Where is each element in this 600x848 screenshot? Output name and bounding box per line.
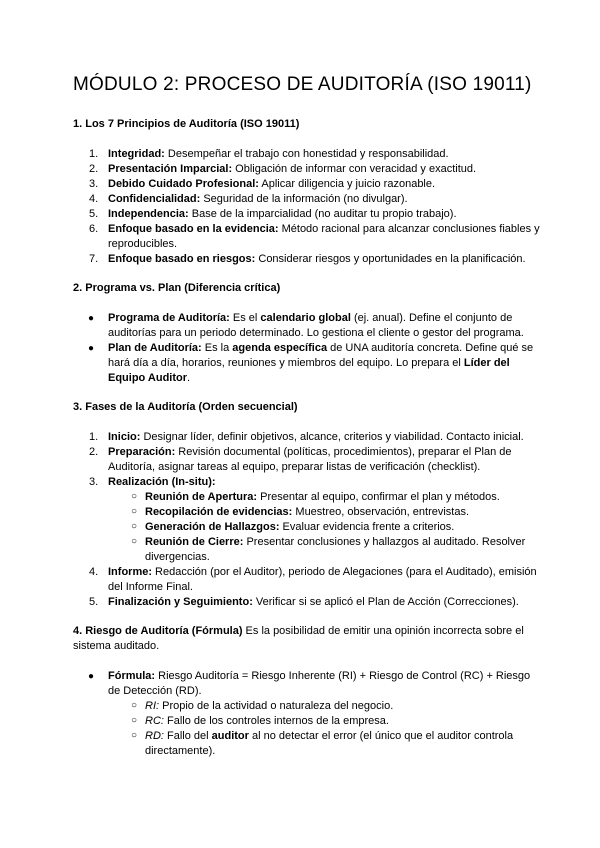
item-term: Enfoque basado en riesgos: (108, 253, 256, 265)
item-text: Fallo del (163, 730, 212, 742)
item-text: Método racional para alcanzar conclusiones fiables y reproducibles. (108, 223, 540, 250)
item-term: Integridad: (108, 148, 165, 160)
list-item (73, 252, 540, 267)
sublist-item (108, 520, 540, 535)
item-term: Preparación: (108, 446, 176, 458)
item-text: Es la (201, 342, 233, 354)
item-text: Es el (229, 312, 261, 324)
sublist (108, 699, 540, 759)
circle-bullet-icon: ○ (131, 715, 138, 726)
item-term: Independencia: (108, 208, 189, 220)
section-heading-phases: 3. Fases de la Auditoría (Orden secuencial) (73, 401, 298, 413)
item-emphasis: Líder del Equipo Auditor (108, 357, 510, 384)
sublist-item (108, 729, 540, 759)
list-item (73, 669, 540, 759)
item-text: Redacción (por el Auditor), periodo de Alegaciones (para el Auditado), emisión del Informe Final. (108, 566, 537, 593)
item-emphasis: agenda específica (232, 342, 328, 354)
item-text: Revisión documental (políticas, procedimientos), preparar el Plan de Auditoría, asignar tareas al equipo, preparar listas de verificación (checklist). (108, 446, 512, 473)
circle-bullet-icon: ○ (131, 491, 138, 502)
item-term: Generación de Hallazgos: (145, 521, 280, 533)
circle-bullet-icon: ○ (131, 521, 138, 532)
item-text: Desempeñar el trabajo con honestidad y responsabilidad. (164, 148, 449, 160)
sublist-item (108, 535, 540, 565)
list-number: 4. (89, 566, 99, 578)
item-text: Fallo de los controles internos de la empresa. (163, 715, 389, 727)
list-item (73, 192, 540, 207)
principles-list (73, 147, 540, 267)
bullet-icon: ● (88, 313, 95, 324)
sublist-item (108, 699, 540, 714)
item-text: Considerar riesgos y oportunidades en la planificación. (255, 253, 526, 265)
list-number: 1. (89, 148, 99, 160)
item-term: Finalización y Seguimiento: (108, 596, 253, 608)
sublist-item (108, 714, 540, 729)
list-number: 3. (89, 476, 99, 488)
item-text: Obligación de informar con veracidad y exactitud. (232, 163, 477, 175)
item-text: al no detectar el error (el único que el auditor controla directamente). (145, 730, 514, 757)
item-term: Debido Cuidado Profesional: (108, 178, 259, 190)
phases-list (73, 430, 540, 610)
list-number: 2. (89, 163, 99, 175)
circle-bullet-icon: ○ (131, 730, 138, 741)
list-number: 5. (89, 596, 99, 608)
item-term: Fórmula: (108, 670, 156, 682)
section-heading-program-vs-plan: 2. Programa vs. Plan (Diferencia crítica) (73, 282, 281, 294)
list-number: 5. (89, 208, 99, 220)
item-term: Enfoque basado en la evidencia: (108, 223, 279, 235)
item-text: Muestreo, observación, entrevistas. (292, 506, 470, 518)
section-heading-principles: 1. Los 7 Principios de Auditoría (ISO 19011) (73, 118, 300, 130)
list-item (73, 595, 540, 610)
item-text: Presentar al equipo, confirmar el plan y métodos. (257, 491, 500, 503)
item-text: Presentar conclusiones y hallazgos al auditado. Resolver divergencias. (145, 536, 526, 563)
item-term: Informe: (108, 566, 152, 578)
sublist-item (108, 490, 540, 505)
list-item (73, 147, 540, 162)
risk-abbreviation: RC: (145, 715, 164, 727)
risk-abbreviation: RI: (145, 700, 160, 712)
item-text: Base de la imparcialidad (no auditar tu propio trabajo). (188, 208, 457, 220)
list-number: 7. (89, 253, 99, 265)
item-emphasis: auditor (211, 730, 249, 742)
bullet-icon: ● (88, 671, 95, 682)
item-term: Recopilación de evidencias: (145, 506, 293, 518)
list-item (73, 475, 540, 565)
circle-bullet-icon: ○ (131, 536, 138, 547)
item-text: Designar líder, definir objetivos, alcance, criterios y viabilidad. Contacto inicial. (140, 431, 524, 443)
section-heading-risk: 4. Riesgo de Auditoría (Fórmula) (73, 625, 243, 637)
risk-abbreviation: RD: (145, 730, 164, 742)
list-item (73, 565, 540, 595)
page-title: MÓDULO 2: PROCESO DE AUDITORÍA (ISO 19011) (73, 74, 532, 95)
list-item (73, 430, 540, 445)
circle-bullet-icon: ○ (131, 700, 138, 711)
list-item (73, 341, 540, 386)
item-text: de UNA auditoría concreta. Define qué se hará día a día, horarios, reuniones y miembros del equipo. Lo prepara el (108, 342, 534, 369)
item-text: Aplicar diligencia y juicio razonable. (258, 178, 436, 190)
item-term: Presentación Imparcial: (108, 163, 233, 175)
item-text: Propio de la actividad o naturaleza del negocio. (159, 700, 394, 712)
section-risk-intro (73, 624, 540, 654)
section-intro-text: Es la posibilidad de emitir una opinión incorrecta sobre el sistema auditado. (73, 625, 524, 652)
risk-list (73, 669, 540, 759)
item-emphasis: calendario global (260, 312, 351, 324)
item-term: Plan de Auditoría: (108, 342, 202, 354)
item-text: Verificar si se aplicó el Plan de Acción (Correcciones). (252, 596, 519, 608)
list-item (73, 445, 540, 475)
list-item (73, 162, 540, 177)
item-term: Reunión de Cierre: (145, 536, 244, 548)
sublist (108, 490, 540, 565)
list-item (73, 177, 540, 192)
program-plan-list (73, 311, 540, 386)
item-term: Realización (In-situ): (108, 476, 216, 488)
circle-bullet-icon: ○ (131, 506, 138, 517)
item-text: . (187, 372, 191, 384)
list-item (73, 207, 540, 222)
item-text: (ej. anual). Define el conjunto de auditorías para un periodo determinado. Lo gestiona el cliente o gestor del programa. (108, 312, 524, 339)
item-term: Confidencialidad: (108, 193, 201, 205)
item-term: Reunión de Apertura: (145, 491, 258, 503)
item-term: Programa de Auditoría: (108, 312, 230, 324)
list-number: 2. (89, 446, 99, 458)
list-item (73, 311, 540, 341)
item-text: Evaluar evidencia frente a criterios. (279, 521, 455, 533)
list-number: 3. (89, 178, 99, 190)
item-text: Seguridad de la información (no divulgar). (200, 193, 408, 205)
list-number: 6. (89, 223, 99, 235)
item-term: Inicio: (108, 431, 141, 443)
list-number: 4. (89, 193, 99, 205)
list-number: 1. (89, 431, 99, 443)
item-text: Riesgo Auditoría = Riesgo Inherente (RI) + Riesgo de Control (RC) + Riesgo de Detección (RD). (108, 670, 531, 697)
list-item (73, 222, 540, 252)
bullet-icon: ● (88, 343, 95, 354)
sublist-item (108, 505, 540, 520)
